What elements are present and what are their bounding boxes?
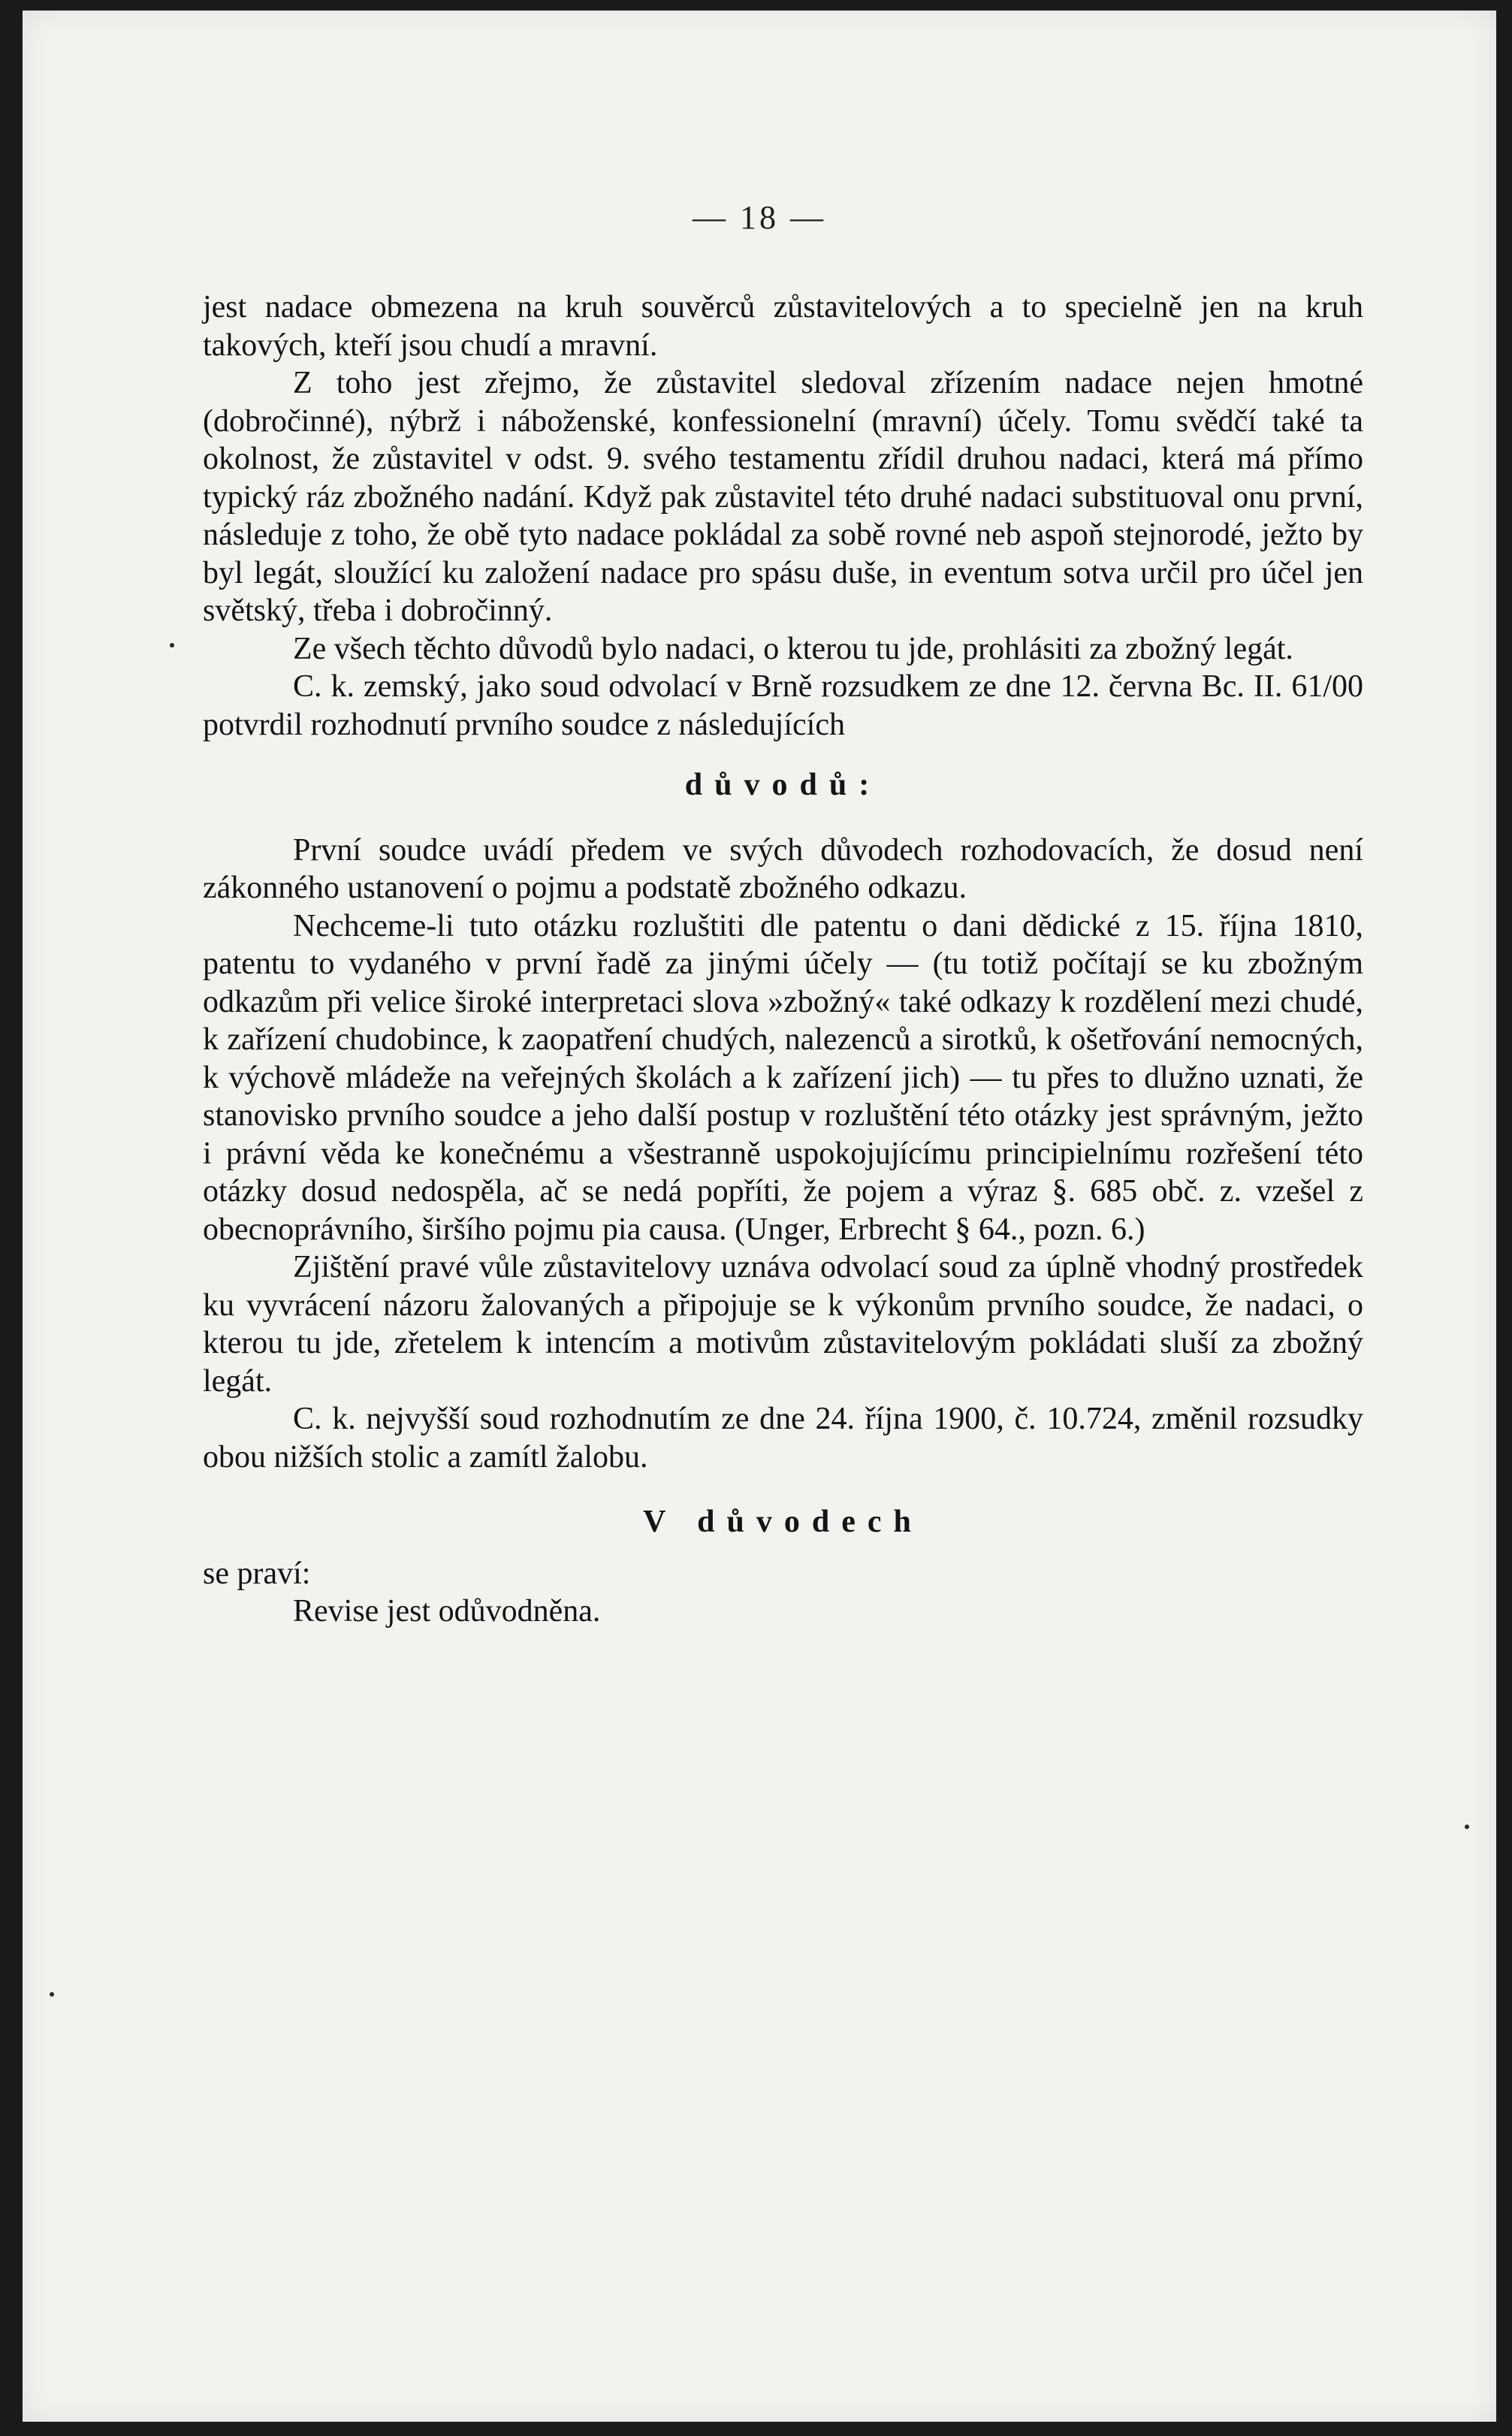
paragraph-9: se praví: <box>203 1556 311 1591</box>
scan-speck <box>170 643 174 647</box>
scan-speck <box>50 1992 54 1997</box>
paragraph-4: C. k. zemský, jako soud odvolací v Brně rozsudkem ze dne 12. června Bc. II. 61/00 potvrdil rozhodnutí prvního soudce z následujících <box>203 669 1363 742</box>
paragraph-7: Zjištění pravé vůle zůstavitelovy uznáva odvolací soud za úplně vhodný prostředek ku vyvrácení názoru žalovaných a připojuje se k výkonům prvního soudce, že nadaci, o kterou tu jde, zřetelem k intencím a motivům zůstavitelovým pokládati sluší za zbožný legát. <box>203 1250 1363 1399</box>
paragraph-6: Nechceme-li tuto otázku rozluštiti dle patentu o dani dědické z 15. října 1810, patentu to vydaného v první řadě za jinými účely — (tu totiž počítají se ku zbožným odkazům při velice široké interpretaci slova »zbožný« také odkazy k rozdělení mezi chudé, k zařízení chudobince, k zaopatření chudých, nalezenců a sirotků, k ošetřování nemocných, k výchově mládeže na veřejných školách a k zařízení jich) — tu přes to dlužno uznati, že stanovisko prvního soudce a jeho další postup v rozluštění této otázky jest správným, ježto i právní věda ke konečnému a všestranně uspokojujícímu principielnímu rozřešení této otázky dosud nedospěla, ač se nedá popříti, že pojem a výraz §. 685 obč. z. vzešel z obecnoprávního, širšího pojmu pia causa. (Unger, Erbrecht § 64., pozn. 6.) <box>203 908 1363 1247</box>
paragraph-1: jest nadace obmezena na kruh souvěrců zůstavitelových a to specielně jen na kruh takových, kteří jsou chudí a mravní. <box>203 290 1363 363</box>
paragraph-5: První soudce uvádí předem ve svých důvodech rozhodovacích, že dosud není zákonného ustanovení o pojmu a podstatě zbožného odkazu. <box>203 832 1363 905</box>
scan-speck <box>1465 1825 1469 1829</box>
paragraph-2: Z toho jest zřejmo, že zůstavitel sledoval zřízením nadace nejen hmotné (dobročinné), nýbrž i náboženské, konfessionelní (mravní) účely. Tomu svědčí také ta okolnost, že zůstavitel v odst. 9. svého testamentu zřídil druhou nadaci, která má přímo typický ráz zbožného nadání. Když pak zůstavitel této druhé nadaci substituoval onu první, následuje z toho, že obě tyto nadace pokládal za sobě rovné neb aspoň stejnorodé, ježto by byl legát, sloužící ku založení nadace pro spásu duše, in eventum sotva určil pro účel jen světský, třeba i dobročinný. <box>203 366 1363 628</box>
paragraph-3: Ze všech těchto důvodů bylo nadaci, o kterou tu jde, prohlásiti za zbožný legát. <box>293 631 1293 666</box>
paragraph-8: C. k. nejvyšší soud rozhodnutím ze dne 24. října 1900, č. 10.724, změnil rozsudky obou nižších stolic a zamítl žalobu. <box>203 1402 1363 1475</box>
section-heading-v-duvodech: V důvodech <box>643 1505 923 1539</box>
page-number: — 18 — <box>693 199 826 236</box>
document-page <box>23 11 1496 2422</box>
paragraph-10: Revise jest odůvodněna. <box>293 1594 601 1629</box>
section-heading-duvodu: důvodů: <box>684 768 882 802</box>
body-text <box>203 288 1363 1631</box>
